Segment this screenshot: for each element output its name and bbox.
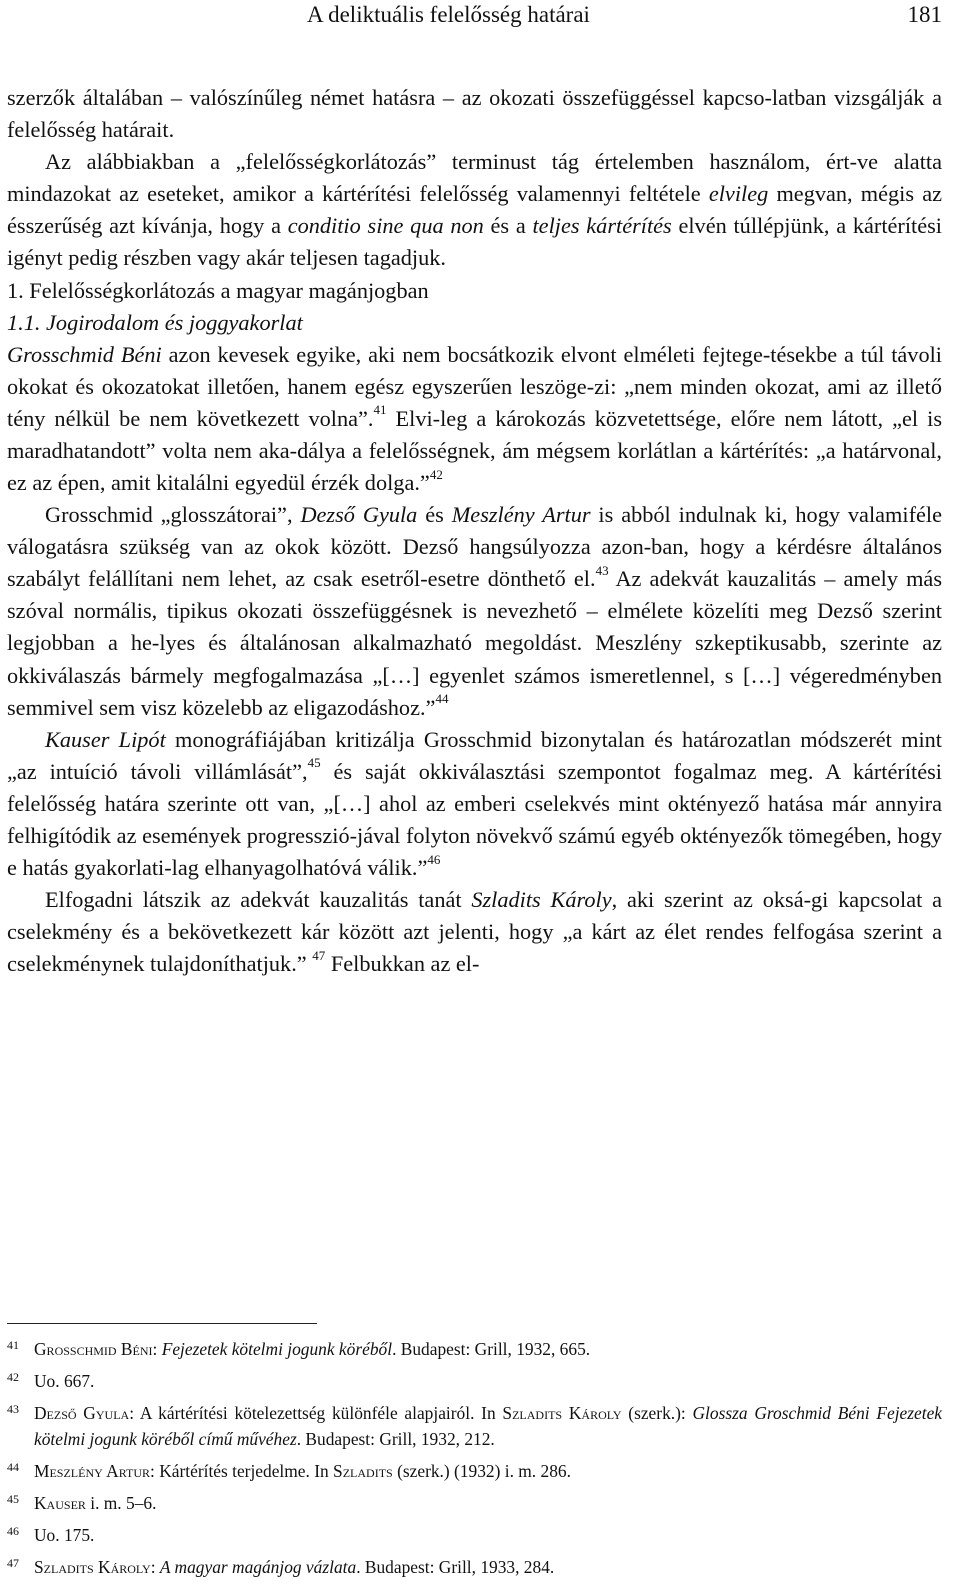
footnote-author: Meszlény Artur xyxy=(34,1461,151,1481)
text-run: és saját okkiválasztási szempontot fogalmaz meg. A kártérítési felelősség határa szerinte ott van, „[…] ahol az emberi cselekvés mint oktényező hatása már annyira felhigítódik az események progresszió-jával folyton növekvő számú egyéb oktényezők tömegében, hogy e hatás gyakorlati-lag elhanyagolhatóvá válik.” xyxy=(7,758,942,881)
footnote-number: 45 xyxy=(7,1492,19,1506)
text-run: is abból indulnak ki, hogy valamiféle válogatásra szükség van az okok között. Dezső hangsúlyozza azon-ban, hogy a kérdésre általános szabályt felállítani nem lehet, az csak esetről-esetre dönthető el. xyxy=(7,502,942,592)
text-run: Elvi-leg a károkozás közvetettsége, előre nem látott, „el is maradhatandott” volta nem aka-dálya a felelősségnek, ám mégsem korlátlan a kártérítés: „a határvonal, ez az épen, amit kitalálni egyedül érzék dolga.” xyxy=(7,405,942,495)
footnote-number: 42 xyxy=(7,1370,19,1384)
footnote-ref[interactable]: 46 xyxy=(427,851,441,867)
footnote-number: 41 xyxy=(7,1338,19,1352)
footnote-separator xyxy=(7,1323,317,1324)
footnote-author: Szladits xyxy=(333,1461,393,1481)
footnote-author: Grosschmid Béni xyxy=(34,1339,153,1359)
footnote-ref[interactable]: 42 xyxy=(429,466,443,482)
paragraph-2 xyxy=(7,146,942,274)
text-run: és xyxy=(417,502,452,528)
footnote-42 xyxy=(7,1368,942,1394)
text-run: (szerk.) (1932) i. m. 286. xyxy=(392,1461,571,1481)
italic-run: Dezső Gyula xyxy=(300,502,418,528)
text-run: elvén túllépjünk, a kártérítési igényt pedig részben vagy akár teljesen tagadjuk. xyxy=(7,213,942,271)
subsection-heading: 1.1. Jogirodalom és joggyakorlat xyxy=(7,309,303,335)
footnotes xyxy=(7,1336,942,1586)
footnote-ref[interactable]: 47 xyxy=(312,947,326,963)
paragraph-5 xyxy=(7,724,942,884)
footnote-number: 47 xyxy=(7,1556,19,1570)
italic-run: Szladits Károly xyxy=(471,887,612,913)
paragraph-1 xyxy=(7,82,942,146)
footnote-46 xyxy=(7,1522,942,1548)
italic-run: elvileg xyxy=(708,181,769,207)
footnote-43 xyxy=(7,1400,942,1452)
text-run: Grosschmid „glosszátorai”, xyxy=(45,502,301,528)
body-text xyxy=(7,82,942,980)
text-run: Felbukkan az el- xyxy=(325,951,480,977)
footnote-ref[interactable]: 43 xyxy=(595,562,609,578)
footnote-author: Szladits Károly xyxy=(502,1403,622,1423)
paragraph-1-text: szerzők általában – valószínűleg német hatásra – az okozati összefüggéssel kapcso-latban vizsgálják a felelősség határait. xyxy=(7,85,942,143)
footnote-title: A magyar magánjog vázlata xyxy=(159,1557,357,1577)
text-run: : xyxy=(150,1557,160,1577)
footnote-number: 46 xyxy=(7,1524,19,1538)
text-run: : xyxy=(152,1339,162,1359)
text-run: monográfiájában kritizálja Grosschmid bizonytalan és határozatlan módszerét mint „az intuíció távoli villámlását”, xyxy=(7,726,942,784)
text-run: . Budapest: Grill, 1932, 212. xyxy=(296,1429,495,1449)
text-run: Az alábbiakban a „felelősségkorlátozás” terminust tág értelemben használom, ért-ve alatta mindazokat az eseteket, amikor a kártérítési felelősség valamennyi feltétele xyxy=(7,149,942,207)
italic-run: Kauser Lipót xyxy=(45,726,166,752)
text-run: (szerk.): xyxy=(621,1403,693,1423)
text-run: megvan, mégis az ésszerűség azt kívánja, hogy a xyxy=(7,181,942,239)
section-heading: 1. Felelősségkorlátozás a magyar magánjogban xyxy=(7,277,429,303)
footnote-author: Kauser xyxy=(34,1493,86,1513)
text-run: . Budapest: Grill, 1932, 665. xyxy=(392,1339,591,1359)
running-title: A deliktuális felelősség határai xyxy=(307,2,590,27)
text-run: Az adekvát kauzalitás – amely más szóval normális, tipikus okozati összefüggésnek is nevezhető – elmélete közelíti meg Dezső szerint legjobban a he-lyes és általánosan alkalmazható megoldást. Meszlény szkeptikusabb, szerinte az okkiválaszás bármely megfogalmazása „[…] egyenlet számos ismeretlennel, s […] végeredményben semmivel sem visz közelebb az eligazodáshoz.” xyxy=(7,566,942,720)
footnote-47 xyxy=(7,1554,942,1580)
paragraph-4 xyxy=(7,499,942,724)
footnote-title: Fejezetek kötelmi jogunk köréből xyxy=(161,1339,393,1359)
italic-run: teljes kártérítés xyxy=(532,213,672,239)
text-run: , aki szerint az oksá-gi kapcsolat a cselekmény és a bekövetkezett kár között azt jelenti, hogy „a kárt az élet rendes felfogása szerint a cselekménynek tulajdoníthatjuk.” xyxy=(7,887,942,977)
footnote-45 xyxy=(7,1490,942,1516)
footnote-41 xyxy=(7,1336,942,1362)
italic-run: Grosschmid Béni xyxy=(7,341,162,367)
footnote-author: Dezső Gyula xyxy=(34,1403,130,1423)
text-run: Uo. 667. xyxy=(34,1371,95,1391)
footnote-ref[interactable]: 45 xyxy=(307,755,321,771)
text-run: : Kártérítés terjedelme. In xyxy=(150,1461,334,1481)
italic-run: conditio sine qua non xyxy=(287,213,484,239)
footnote-number: 43 xyxy=(7,1402,19,1416)
footnote-title: Glossza Groschmid Béni Fejezetek kötelmi jogunk köréből című művéhez xyxy=(34,1403,943,1449)
text-run: . Budapest: Grill, 1933, 284. xyxy=(356,1557,555,1577)
text-run: azon kevesek egyike, aki nem bocsátkozik elvont elméleti fejtege-tésekbe a túl távoli okokat és okozatokat illetően, hanem egész egyszerűen leszöge-zi: „nem minden okozat, ami az illető tény nélkül be nem következett volna”. xyxy=(7,341,942,431)
footnote-author: Szladits Károly xyxy=(34,1557,151,1577)
text-run: és a xyxy=(483,213,533,239)
page-number: 181 xyxy=(907,2,942,27)
text-run: Elfogadni látszik az adekvát kauzalitás tanát xyxy=(45,887,472,913)
running-header xyxy=(7,0,942,36)
footnote-ref[interactable]: 41 xyxy=(373,402,387,418)
text-run: Uo. 175. xyxy=(34,1525,95,1545)
text-run: : A kártérítési kötelezettség különféle alapjairól. In xyxy=(129,1403,503,1423)
paragraph-3 xyxy=(7,339,942,499)
footnote-number: 44 xyxy=(7,1460,19,1474)
footnote-ref[interactable]: 44 xyxy=(435,691,449,707)
paragraph-6 xyxy=(7,884,942,980)
italic-run: Meszlény Artur xyxy=(451,502,591,528)
document-page xyxy=(7,0,943,1577)
text-run: i. m. 5–6. xyxy=(85,1493,157,1513)
footnote-44 xyxy=(7,1458,942,1484)
